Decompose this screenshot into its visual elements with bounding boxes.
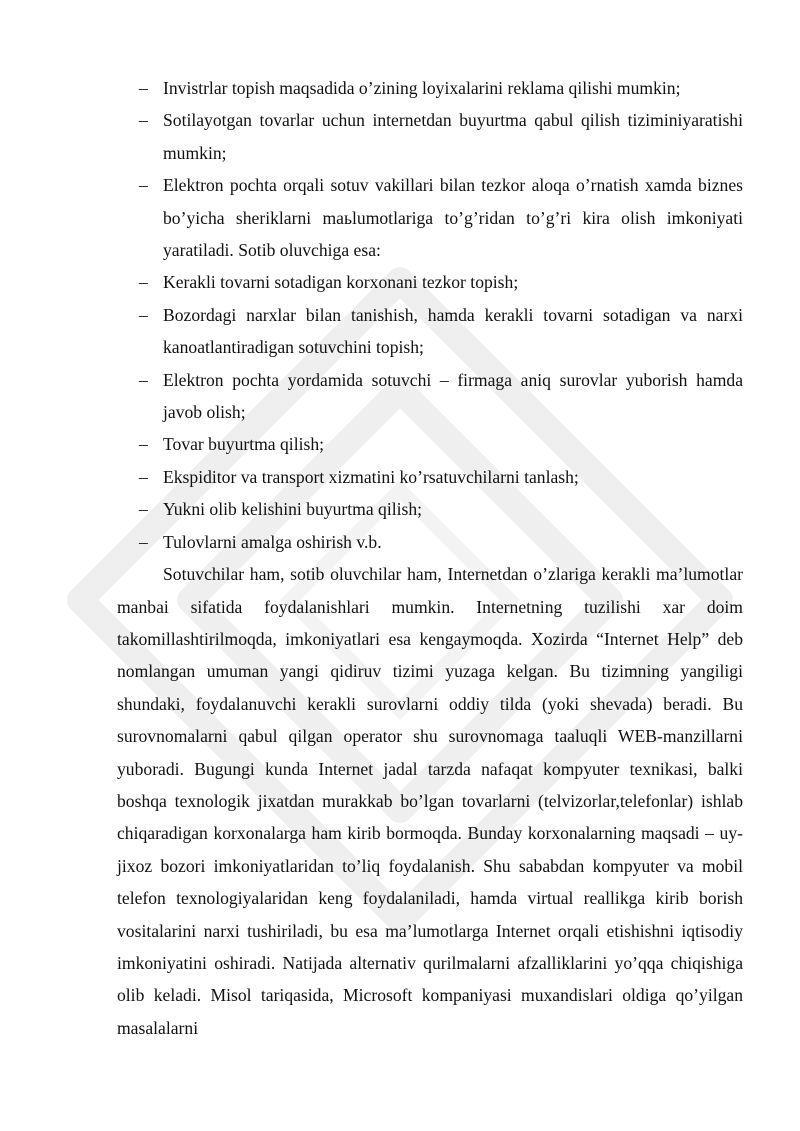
list-item-text: Yukni olib kelishini buyurtma qilish; (163, 499, 423, 520)
list-item (117, 461, 743, 493)
dash-marker: – (139, 434, 148, 455)
list-item-text: Tovar buyurtma qilish; (163, 434, 324, 455)
list-item-text: Elektron pochta yordamida sotuvchi – firmaga aniq surovlar yuborish hamda javob olish; (163, 369, 743, 423)
dash-marker: – (139, 499, 148, 520)
list-item-text: Sotilayotgan tovarlar uchun internetdan buyurtma qabul qilish tiziminiyaratishi mumkin; (163, 110, 743, 163)
list-item (117, 169, 743, 266)
dash-marker: – (139, 272, 148, 293)
bullet-list (117, 72, 743, 558)
list-item (117, 72, 743, 104)
list-item (117, 364, 743, 429)
dash-marker: – (139, 466, 148, 487)
list-item (117, 493, 743, 525)
dash-marker: – (139, 369, 148, 390)
list-item-text: Tulovlarni amalga oshirish v.b. (163, 531, 382, 552)
list-item-text: Ekspiditor va transport xizmatini ko’rsatuvchilarni tanlash; (163, 466, 579, 487)
list-item-text: Kerakli tovarni sotadigan korxonani tezkor topish; (163, 272, 519, 293)
list-item-text: Bozordagi narxlar bilan tanishish, hamda kerakli tovarni sotadigan va narxi kanoatlantiradigan sotuvchini topish; (163, 304, 743, 358)
list-item (117, 526, 743, 558)
list-item-text: Invistrlar topish maqsadida o’zining loyixalarini reklama qilishi mumkin; (163, 78, 681, 98)
body-paragraph: Sotuvchilar ham, sotib oluvchilar ham, Internetdan o’zlariga kerakli ma’lumotlar manbai sifatida foydalanishlari mumkin. Internetning tuzilishi xar doim takomillashtirilmoqda, imkoniyatlari esa kengaymoqda. Xozirda “Internet Help” deb nomlangan umuman yangi qidiruv tizimi yuzaga kelgan. Bu tizimning yangiligi shundaki, foydalanuvchi kerakli surovlarni oddiy tilda (yoki shevada) beradi. Bu surovnomalarni qabul qilgan operator shu surovnomaga taaluqli WEB-manzillarni yuboradi. Bugungi kunda Internet jadal tarzda nafaqat kompyuter texnikasi, balki boshqa texnologik jixatdan murakkab bo’lgan tovarlarni (telvizorlar,telefonlar) ishlab chiqaradigan korxonalarga ham kirib bormoqda. Bunday korxonalarning maqsadi – uy-jixoz bozori imkoniyatlaridan to’liq foydalanish. Shu sababdan kompyuter va mobil telefon texnologiyalaridan keng foydalaniladi, hamda virtual reallikga kirib borish vositalarini narxi tushiriladi, bu esa ma’lumotlarga Internet orqali etishishni iqtisodiy imkoniyatini oshiradi. Natijada alternativ qurilmalarni afzalliklarini yo’qqa chiqishiga olib keladi. Misol tariqasida, Microsoft kompaniyasi muxandislari oldiga qo’yilgan masalalarni (117, 564, 743, 1038)
list-item-text: Elektron pochta orqali sotuv vakillari bilan tezkor aloqa o’rnatish xamda biznes bo’yicha sheriklarni maьlumotlariga to’g’ridan to’g’ri kira olish imkoniyati yaratiladi. Sotib oluvchiga esa: (163, 175, 743, 261)
dash-marker: – (139, 78, 148, 98)
list-item (117, 266, 743, 298)
page-content (117, 72, 743, 1044)
dash-marker: – (139, 110, 148, 131)
list-item (117, 104, 743, 169)
dash-marker: – (139, 175, 148, 196)
list-item (117, 299, 743, 364)
list-item (117, 428, 743, 460)
dash-marker: – (139, 304, 148, 325)
dash-marker: – (139, 531, 148, 552)
